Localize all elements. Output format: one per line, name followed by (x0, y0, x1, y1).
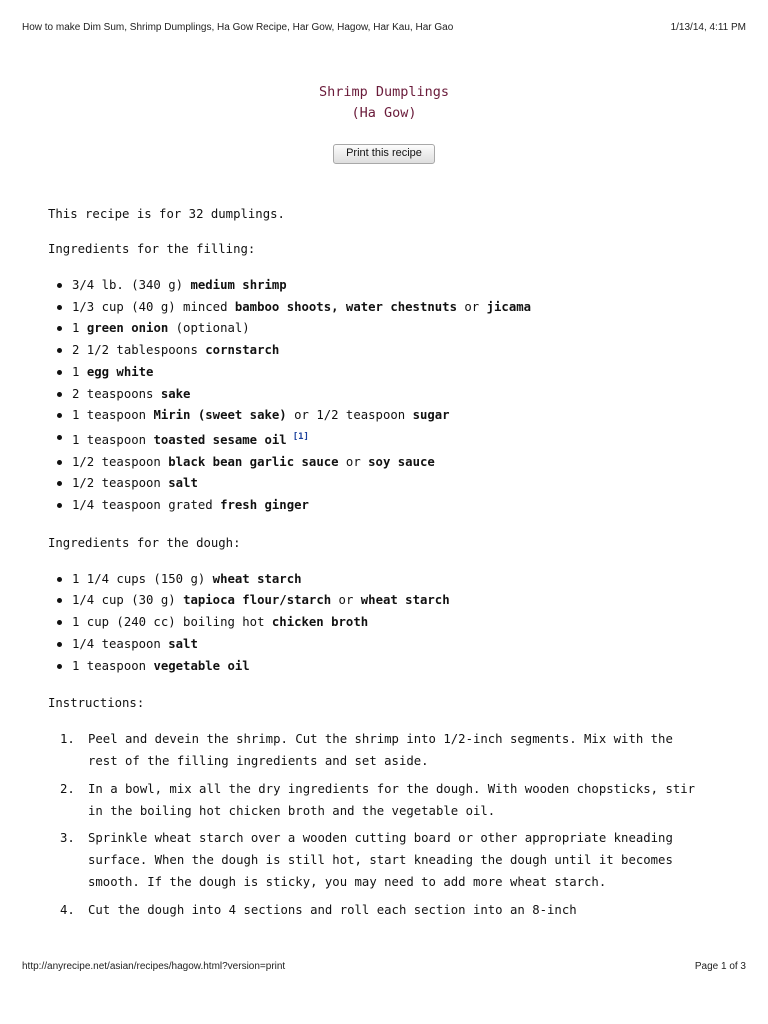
bullet-icon (57, 664, 62, 669)
ingredient-quantity: 1 teaspoon (72, 432, 154, 447)
recipe-intro: This recipe is for 32 dumplings. (48, 207, 285, 221)
ingredient-item (72, 362, 728, 384)
ingredient-connector: or (338, 454, 369, 469)
bullet-icon (57, 392, 62, 397)
ingredient-name: medium shrimp (190, 278, 287, 292)
ingredient-item (72, 427, 728, 452)
ingredient-quantity: 1/3 cup (40 g) minced (72, 299, 235, 314)
ingredient-name: wheat starch (212, 571, 302, 586)
recipe-title-line2: (Ha Gow) (351, 105, 417, 121)
ingredient-alternative: jicama (486, 299, 532, 314)
header-page-title: How to make Dim Sum, Shrimp Dumplings, Ha Gow Recipe, Har Gow, Hagow, Har Kau, Har Gao (22, 22, 454, 33)
instruction-step (60, 828, 708, 893)
instruction-steps (48, 729, 728, 921)
ingredient-name: salt (168, 636, 198, 651)
ingredient-name: salt (168, 476, 198, 491)
footnote-link[interactable]: [1] (292, 431, 309, 442)
bullet-icon (57, 503, 62, 508)
ingredient-item (72, 405, 728, 427)
step-text: Cut the dough into 4 sections and roll each section into an 8-inch (88, 902, 577, 917)
bullet-icon (57, 577, 62, 582)
dough-ingredient-list (48, 569, 728, 678)
ingredient-quantity: 2 teaspoons (72, 386, 161, 401)
step-number: 4. (60, 902, 75, 917)
ingredient-quantity: 1 1/4 cups (150 g) (72, 571, 213, 586)
recipe-title-line1: Shrimp Dumplings (318, 84, 450, 100)
bullet-icon (57, 642, 62, 647)
ingredient-item (72, 297, 728, 319)
ingredient-alternative: wheat starch (360, 593, 450, 608)
ingredient-name: egg white (86, 364, 154, 379)
step-text: In a bowl, mix all the dry ingredients for the dough. With wooden chopsticks, stir in the boiling hot chicken broth and the vegetable oil. (88, 781, 696, 818)
footer-page-number: Page 1 of 3 (694, 961, 746, 972)
ingredient-name: tapioca flour/starch (183, 593, 332, 608)
step-text: Sprinkle wheat starch over a wooden cutting board or other appropriate kneading surface. When the dough is still hot, start kneading the dough until it becomes smooth. If the dough is sticky, you may need to add more wheat starch. (88, 831, 673, 890)
ingredient-item (72, 384, 728, 406)
ingredient-name: bamboo shoots, water chestnuts (234, 299, 457, 314)
header-datetime: 1/13/14, 4:11 PM (670, 22, 746, 33)
ingredient-item (72, 656, 728, 678)
ingredient-quantity: 1 teaspoon (72, 408, 154, 423)
ingredient-item (72, 590, 728, 612)
ingredient-name: green onion (86, 321, 169, 336)
print-recipe-button[interactable]: Print this recipe (333, 144, 435, 164)
ingredient-quantity: 3/4 lb. (340 g) (72, 278, 191, 292)
step-text: Peel and devein the shrimp. Cut the shrimp into 1/2-inch segments. Mix with the rest of the filling ingredients and set aside. (88, 732, 673, 769)
dough-heading: Ingredients for the dough: (48, 535, 241, 550)
instruction-step (60, 779, 708, 823)
ingredient-alternative: sugar (412, 408, 450, 423)
ingredient-name: sake (160, 386, 191, 401)
filling-heading: Ingredients for the filling: (48, 242, 256, 256)
ingredient-connector: or 1/2 teaspoon (286, 408, 413, 423)
ingredient-quantity: 1 (72, 321, 87, 336)
ingredient-quantity: 1/2 teaspoon (72, 476, 169, 491)
ingredient-connector: or (456, 299, 487, 314)
step-number: 3. (60, 831, 75, 846)
bullet-icon (57, 598, 62, 603)
bullet-icon (57, 481, 62, 486)
ingredient-name: toasted sesame oil (153, 432, 287, 447)
step-number: 2. (60, 781, 75, 796)
bullet-icon (57, 620, 62, 625)
ingredient-quantity: 1/4 cup (30 g) (72, 593, 184, 608)
bullet-icon (57, 413, 62, 418)
step-number: 1. (60, 732, 75, 747)
bullet-icon (57, 348, 62, 353)
recipe-title (0, 82, 768, 124)
recipe-body (48, 205, 728, 928)
ingredient-name: cornstarch (205, 343, 280, 358)
bullet-icon (57, 326, 62, 331)
bullet-icon (57, 305, 62, 310)
ingredient-connector: (optional) (168, 321, 250, 336)
ingredient-quantity: 1/4 teaspoon grated (72, 498, 221, 513)
ingredient-quantity: 2 1/2 tablespoons (72, 343, 206, 358)
ingredient-item (72, 473, 728, 495)
footer-url: http://anyrecipe.net/asian/recipes/hagow.html?version=print (22, 961, 286, 972)
ingredient-item (72, 569, 728, 591)
ingredient-item (72, 634, 728, 656)
ingredient-item (72, 318, 728, 340)
ingredient-name: vegetable oil (153, 658, 250, 673)
ingredient-name: black bean garlic sauce (168, 454, 339, 469)
bullet-icon (57, 283, 62, 288)
instructions-heading: Instructions: (48, 696, 145, 711)
ingredient-item (72, 612, 728, 634)
ingredient-quantity: 1/2 teaspoon (72, 454, 169, 469)
instruction-step (60, 900, 708, 922)
ingredient-connector: or (331, 593, 361, 608)
bullet-icon (57, 370, 62, 375)
ingredient-item (72, 452, 728, 474)
ingredient-name: Mirin (sweet sake) (153, 408, 287, 423)
ingredient-item (72, 275, 728, 297)
ingredient-quantity: 1 cup (240 cc) boiling hot (72, 615, 272, 630)
ingredient-name: fresh ginger (220, 498, 309, 513)
ingredient-quantity: 1 (72, 364, 87, 379)
instruction-step (60, 729, 708, 773)
bullet-icon (57, 435, 62, 440)
bullet-icon (57, 460, 62, 465)
ingredient-item (72, 340, 728, 362)
ingredient-quantity: 1 teaspoon (72, 658, 154, 673)
ingredient-name: chicken broth (271, 615, 369, 630)
filling-ingredient-list (48, 275, 728, 517)
ingredient-quantity: 1/4 teaspoon (72, 636, 169, 651)
ingredient-item (72, 495, 728, 517)
ingredient-alternative: soy sauce (368, 454, 435, 469)
